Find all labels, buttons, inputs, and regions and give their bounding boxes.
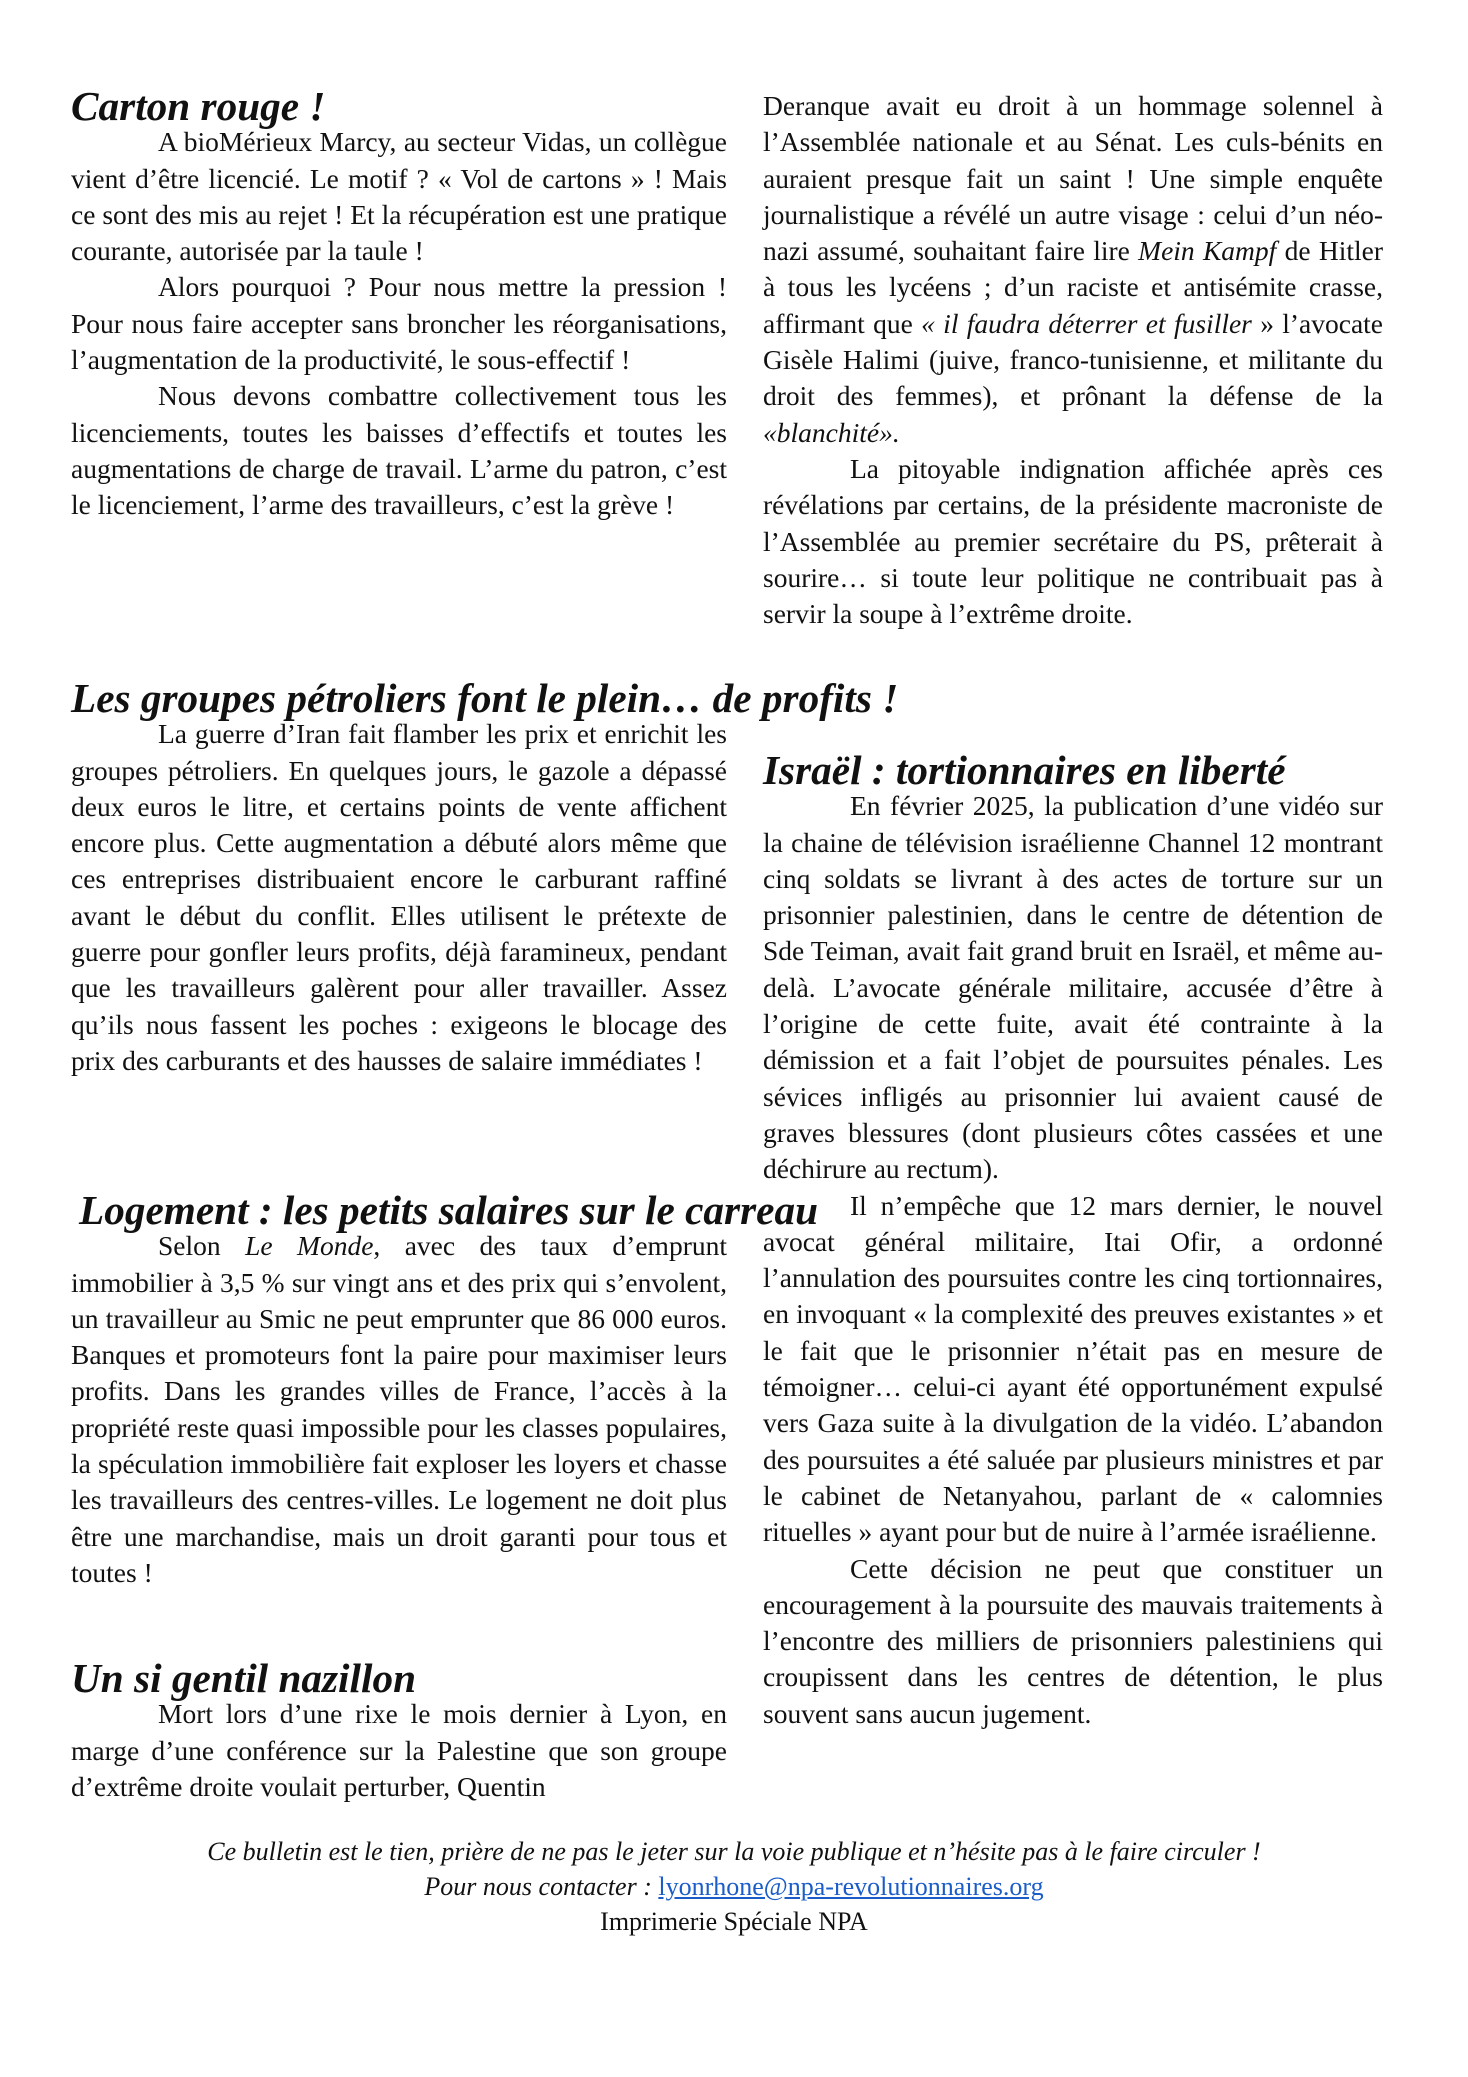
bulletin-footer (0, 1834, 1468, 1939)
article-nazillon-continued (763, 88, 1383, 632)
text-run: Deranque avait eu droit à un hommage solennel à l’Assemblée nationale et au Sénat. Les culs-bénits en auraient presque fait un saint ! Une simple enquête journalistique a révélé un autre visage : celui d’un néo-nazi assumé, souhaitant faire lire (763, 90, 1383, 267)
text-run: de Hitler à tous les lycéens ; d’un raciste et antisémite crasse, affirmant que (763, 235, 1383, 339)
publication-name: Le Monde (245, 1230, 374, 1262)
contact-email-link[interactable]: lyonrhone@npa-revolutionnaires.org (658, 1872, 1044, 1901)
quote: «blanchité». (763, 416, 900, 448)
book-title: Mein Kampf (1138, 235, 1277, 267)
article-heading: Un si gentil nazillon (71, 1655, 417, 1701)
article-nazillon (71, 1655, 727, 1805)
quote: « il faudra déterrer et fusiller (921, 307, 1252, 339)
article-paragraph: Cette décision ne peut que constituer un encouragement à la poursuite des mauvais traitements à l’encontre des milliers de prisonniers palestiniens qui croupissent dans les centres de détention, le plus souvent sans aucun jugement. (763, 1552, 1383, 1729)
article-logement (71, 1187, 819, 1591)
article-heading: Carton rouge ! (71, 83, 326, 129)
article-paragraph (71, 1228, 727, 1591)
article-heading: Les groupes pétroliers font le plein… de profits ! (71, 675, 899, 721)
article-paragraph (763, 88, 1383, 451)
article-paragraph: A bioMérieux Marcy, au secteur Vidas, un collègue vient d’être licencié. Le motif ? « Vol de cartons » ! Mais ce sont des mis au rejet ! Et la récupération est une pratique courante, autorisée par la taule ! (71, 126, 727, 267)
distribution-notice: Ce bulletin est le tien, prière de ne pas le jeter sur la voie publique et n’hésite pas à le faire circuler ! (207, 1837, 1261, 1866)
article-paragraph: La guerre d’Iran fait flamber les prix et enrichit les groupes pétroliers. En quelques jours, le gazole a dépassé deux euros le litre, et certains points de vente affichent encore plus. Cette augmentation a débuté alors même que ces entreprises distribuaient encore le carburant raffiné avant le début du conflit. Elles utilisent le prétexte de guerre pour gonfler leurs profits, déjà faramineux, pendant que les travailleurs galèrent pour aller travailler. Assez qu’ils nous fassent les poches : exigeons le blocage des prix des carburants et des hausses de salaire immédiates ! (71, 718, 727, 1076)
contact-label: Pour nous contacter : (424, 1872, 659, 1901)
article-carton-rouge (71, 83, 727, 524)
article-heading: Logement : les petits salaires sur le carreau (79, 1187, 819, 1233)
text-run: Selon (158, 1230, 246, 1262)
article-paragraph: Alors pourquoi ? Pour nous mettre la pression ! Pour nous faire accepter sans broncher les réorganisations, l’augmentation de la productivité, le sous-effectif ! (71, 271, 727, 376)
printer-credit: Imprimerie Spéciale NPA (600, 1907, 868, 1936)
article-paragraph: Nous devons combattre collectivement tous les licenciements, toutes les baisses d’effectifs et toutes les augmentations de charge de travail. L’arme du patron, c’est le licenciement, l’arme des travailleurs, c’est la grève ! (71, 380, 727, 521)
article-groupes-petroliers (71, 675, 899, 1079)
article-paragraph: Mort lors d’une rixe le mois dernier à Lyon, en marge d’une conférence sur la Palestine que son groupe d’extrême droite voulait perturber, Quentin (71, 1698, 727, 1802)
article-paragraph: En février 2025, la publication d’une vidéo sur la chaine de télévision israélienne Channel 12 montrant cinq soldats se livrant à des actes de torture sur un prisonnier palestinien, dans le centre de détention de Sde Teiman, avait fait grand bruit en Israël, et même au-delà. L’avocate générale militaire, accusée d’être à l’origine de cette fuite, avait été contrainte à la démission et a fait l’objet de poursuites pénales. Les sévices infligés au prisonnier lui avaient causé de graves blessures (dont plusieurs côtes cassées et une déchirure au rectum). (763, 790, 1383, 1185)
text-run: » l’avocate Gisèle Halimi (juive, franco-tunisienne, et militante du droit des femmes), et prônant la défense de la (763, 307, 1384, 412)
article-heading: Israël : tortionnaires en liberté (763, 747, 1286, 793)
text-run: , avec des taux d’emprunt immobilier à 3,5 % sur vingt ans et des prix qui s’envolent, un travailleur au Smic ne peut emprunter que 86 000 euros. Banques et promoteurs font la paire pour maximiser leurs profits. Dans les grandes villes de France, l’accès à la propriété reste quasi impossible pour les classes populaires, la spéculation immobilière fait exploser les loyers et chasse les travailleurs des centres-villes. Le logement ne doit plus être une marchandise, mais un droit garanti pour tous et toutes ! (71, 1230, 727, 1588)
contact-line (0, 1869, 1468, 1904)
article-paragraph: Il n’empêche que 12 mars dernier, le nouvel avocat général militaire, Itai Ofir, a ordonné l’annulation des poursuites contre les cinq tortionnaires, en invoquant « la complexité des preuves existantes » et le fait que le prisonnier n’était pas en mesure de témoigner… celui-ci ayant été opportunément expulsé vers Gaza suite à la divulgation de la vidéo. L’abandon des poursuites a été saluée par plusieurs ministres et par le cabinet de Netanyahou, parlant de « calomnies rituelles » ayant pour but de nuire à l’armée israélienne. (763, 1189, 1383, 1548)
article-israel (763, 747, 1383, 1732)
article-paragraph: La pitoyable indignation affichée après ces révélations par certains, de la présidente macroniste de l’Assemblée au premier secrétaire du PS, prêterait à sourire… si toute leur politique ne contribuait pas à servir la soupe à l’extrême droite. (763, 452, 1383, 630)
